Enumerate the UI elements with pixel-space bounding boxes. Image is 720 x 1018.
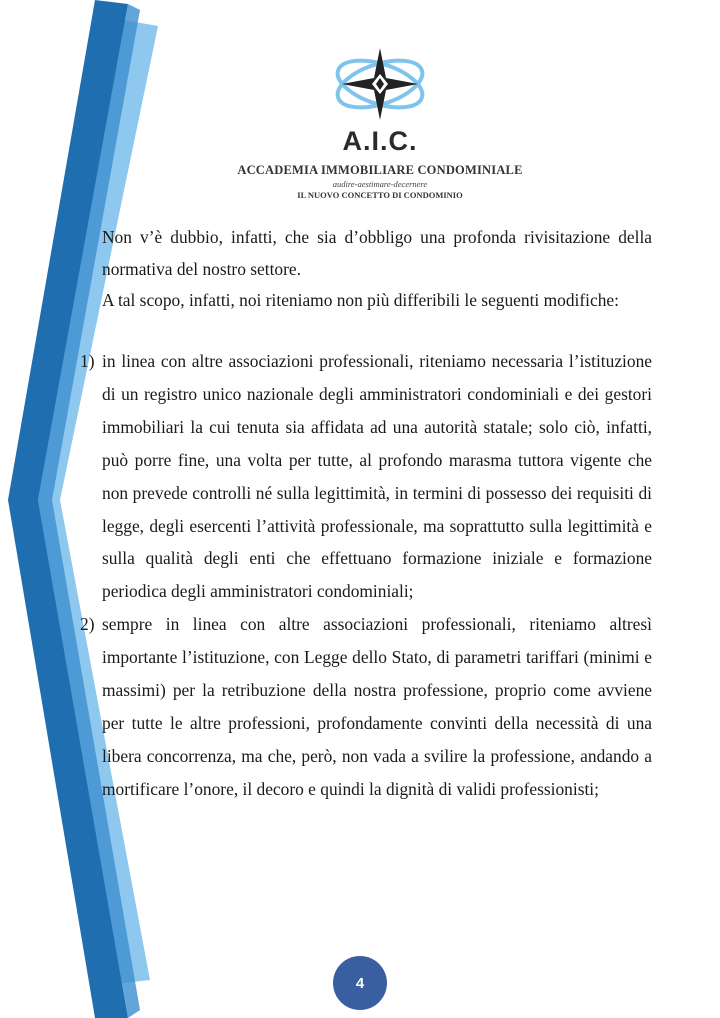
- list-item-text: sempre in linea con altre associazioni professionali, riteniamo altresì importante l’istituzione, con Legge dello Stato, di parametri tariffari (minimi e massimi) per la retribuzione della nostra professione, proprio come avviene per tutte le altre professioni, profondamente convinti della necessità di una libera concorrenza, ma che, però, non vada a svilire la professione, andando a mortificare l’onore, il decoro e quindi la dignità di validi professionisti;: [102, 614, 652, 799]
- page-number-badge: 4: [333, 956, 387, 1010]
- list-item: [80, 608, 652, 805]
- letterhead-subtitle: IL NUOVO CONCETTO DI CONDOMINIO: [297, 190, 463, 200]
- list-item-text: in linea con altre associazioni professionali, riteniamo necessaria l’istituzione di un registro unico nazionale degli amministratori condominiali e dei gestori immobiliari la cui tenuta sia affidata ad una autorità statale; solo ciò, infatti, può porre fine, una volta per tutte, al profondo marasma tuttora vigente che non prevede controlli né sulla legittimità, in termini di possesso dei requisiti di legge, degli esercenti l’attività professionale, ma soprattutto sulla legittimità e sulla qualità degli enti che effettuano formazione iniziale e formazione periodica degli amministratori condominiali;: [102, 351, 652, 602]
- list-item-number: 2): [80, 614, 95, 635]
- list-item-number: 1): [80, 351, 95, 371]
- intro-paragraph: Non v’è dubbio, infatti, che sia d’obbligo una profonda rivisitazione della normativa del nostro settore.: [102, 227, 652, 279]
- organization-name: ACCADEMIA IMMOBILIARE CONDOMINIALE: [237, 163, 523, 177]
- list-item: [80, 345, 652, 608]
- compass-star-logo-icon: [330, 44, 430, 124]
- motto: audire-aestimare-decernere: [332, 179, 428, 189]
- intro-section: [102, 222, 652, 317]
- intro-paragraph: A tal scopo, infatti, noi riteniamo non più differibili le seguenti modifiche:: [102, 290, 619, 310]
- brand-name: A.I.C.: [342, 126, 418, 156]
- letterhead: [200, 44, 560, 200]
- proposals-list: [80, 345, 652, 806]
